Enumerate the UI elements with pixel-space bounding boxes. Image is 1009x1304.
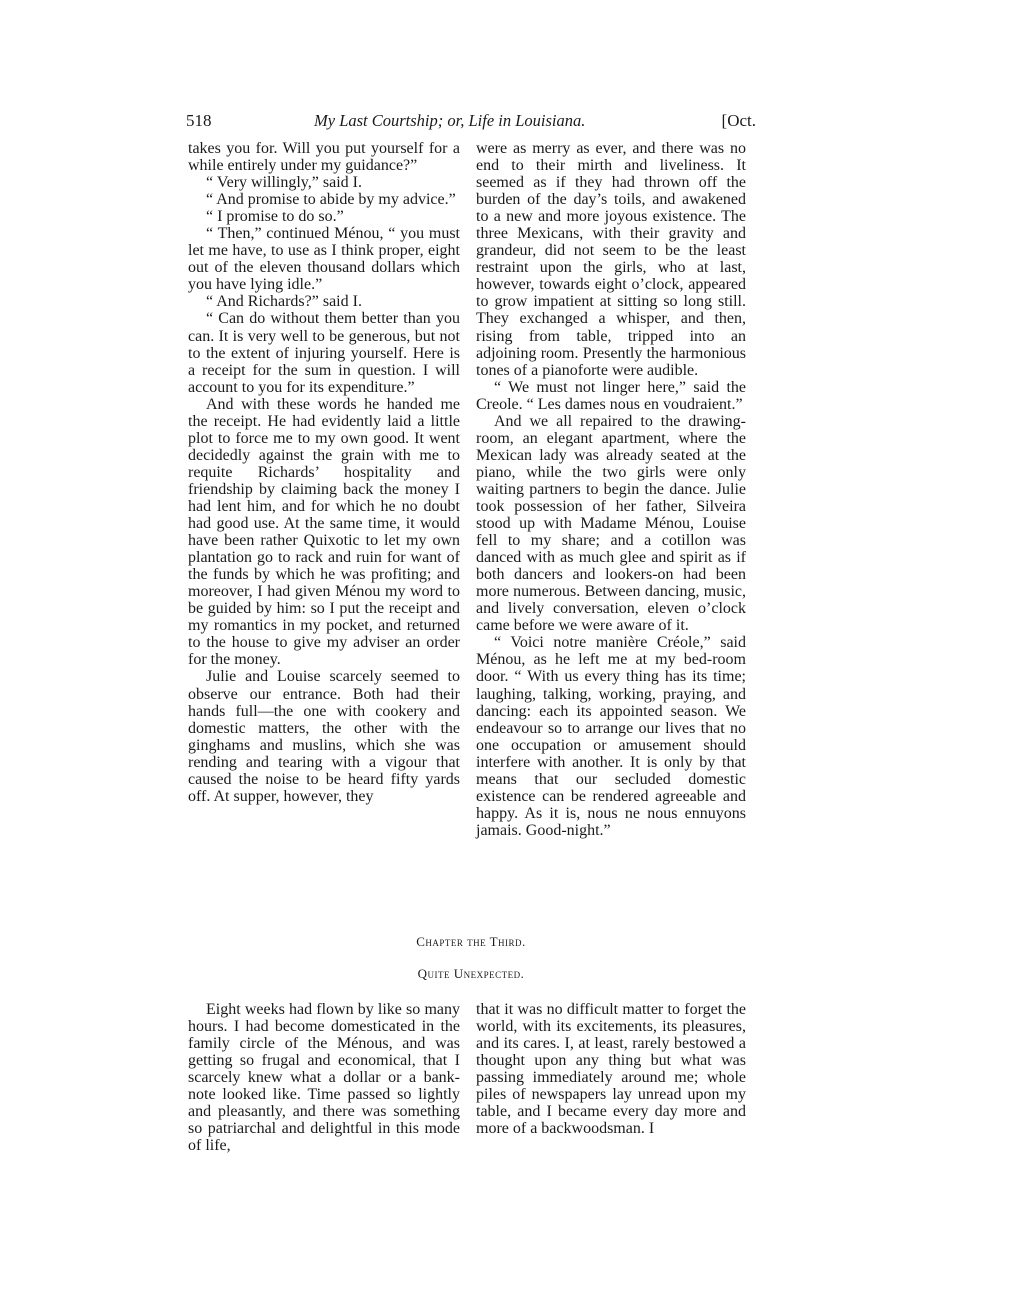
right-column-top bbox=[476, 140, 746, 839]
paragraph: “ Can do without them better than you can. It is very well to be generous, but not to the extent of injuring yourself. Here is a receipt for the sum in question. I will account to you for its expenditure.” bbox=[188, 310, 460, 396]
paragraph: And with these words he handed me the receipt. He had evidently laid a little plot to force me to my own good. It went decidedly against the grain with me to requite Richards’ hospitality and friendship by claiming back the money I had lent him, and for which he no doubt had good use. At the same time, it would have been rather Quixotic to let my own plantation go to rack and ruin for want of the funds by which he was profiting; and moreover, I had given Ménou my word to be guided by him: so I put the receipt and my romantics in my pocket, and returned to the house to give my adviser an order for the money. bbox=[188, 395, 460, 669]
right-column-bottom bbox=[476, 1001, 746, 1137]
running-header bbox=[186, 111, 756, 133]
left-column-bottom bbox=[188, 1001, 460, 1154]
paragraph: “ I promise to do so.” bbox=[206, 208, 344, 226]
paragraph: “ Very willingly,” said I. bbox=[206, 174, 362, 192]
paragraph: takes you for. Will you put yourself for a while entirely under my guidance?” bbox=[188, 140, 460, 175]
paragraph: “ Voici notre manière Créole,” said Ménou, as he left me at my bed-room door. “ With us every thing has its time; laughing, talking, working, praying, and dancing: each its appointed season. We endeavour so to arrange our lives that no one occupation or amusement should interfere with another. It is only by that means that our secluded domestic existence can be rendered agreeable and happy. As it is, nous ne nous ennuyons jamais. Good-night.” bbox=[476, 634, 746, 839]
paragraph: “ And promise to abide by my advice.” bbox=[206, 191, 456, 209]
paragraph: Eight weeks had flown by like so many hours. I had become domesticated in the family circle of the Ménous, and was getting so frugal and economical, that I scarcely knew what a dollar or a bank-note looked like. Time passed so lightly and pleasantly, and there was something so patriarchal and delightful in this mode of life, bbox=[188, 1001, 460, 1155]
paragraph: “ We must not linger here,” said the Creole. “ Les dames nous en voudraient.” bbox=[476, 378, 746, 413]
paragraph: that it was no difficult matter to forget the world, with its excitements, its pleasures, and its cares. I, at least, rarely bestowed a thought upon any thing but what was passing immediately around me; whole piles of newspapers lay unread upon my table, and I became every day more and more of a backwoodsman. I bbox=[476, 1001, 746, 1138]
paragraph: “ Then,” continued Ménou, “ you must let me have, to use as I think proper, eight out of the eleven thousand dollars which you have lying idle.” bbox=[188, 225, 460, 294]
chapter-subtitle: Quite Unexpected. bbox=[417, 966, 525, 981]
paragraph: And we all repaired to the drawing-room, an elegant apartment, where the Mexican lady was already seated at the piano, while the two girls were only waiting partners to begin the dance. Julie took possession of her father, Silveira stood up with Madame Ménou, Louise fell to my share; and a cotillon was danced with as much glee and spirit as if both dancers and lookers-on had been more numerous. Between dancing, music, and lively conversation, eleven o’clock came before we were aware of it. bbox=[476, 412, 746, 635]
header-month: [Oct. bbox=[721, 111, 756, 130]
paragraph: “ And Richards?” said I. bbox=[206, 293, 362, 311]
chapter-heading: Chapter the Third. bbox=[416, 934, 526, 949]
running-title: My Last Courtship; or, Life in Louisiana. bbox=[314, 111, 586, 130]
paragraph: Julie and Louise scarcely seemed to observe our entrance. Both had their hands full—the one with cookery and domestic matters, the other with the ginghams and muslins, which she was rending and tearing with a vigour that caused the noise to be heard fifty yards off. At supper, however, they bbox=[188, 668, 460, 805]
page-number: 518 bbox=[186, 111, 212, 130]
left-column-top bbox=[188, 140, 460, 805]
paragraph: were as merry as ever, and there was no end to their mirth and liveliness. It seemed as if they had thrown off the burden of the day’s toils, and awakened to a new and more joyous existence. The three Mexicans, with their gravity and grandeur, did not seem to be the least restraint upon the girls, who at last, however, towards eight o’clock, appeared to grow impatient at sitting so long still. They exchanged a whisper, and then, rising from table, tripped into an adjoining room. Presently the harmonious tones of a pianoforte were audible. bbox=[476, 140, 746, 379]
